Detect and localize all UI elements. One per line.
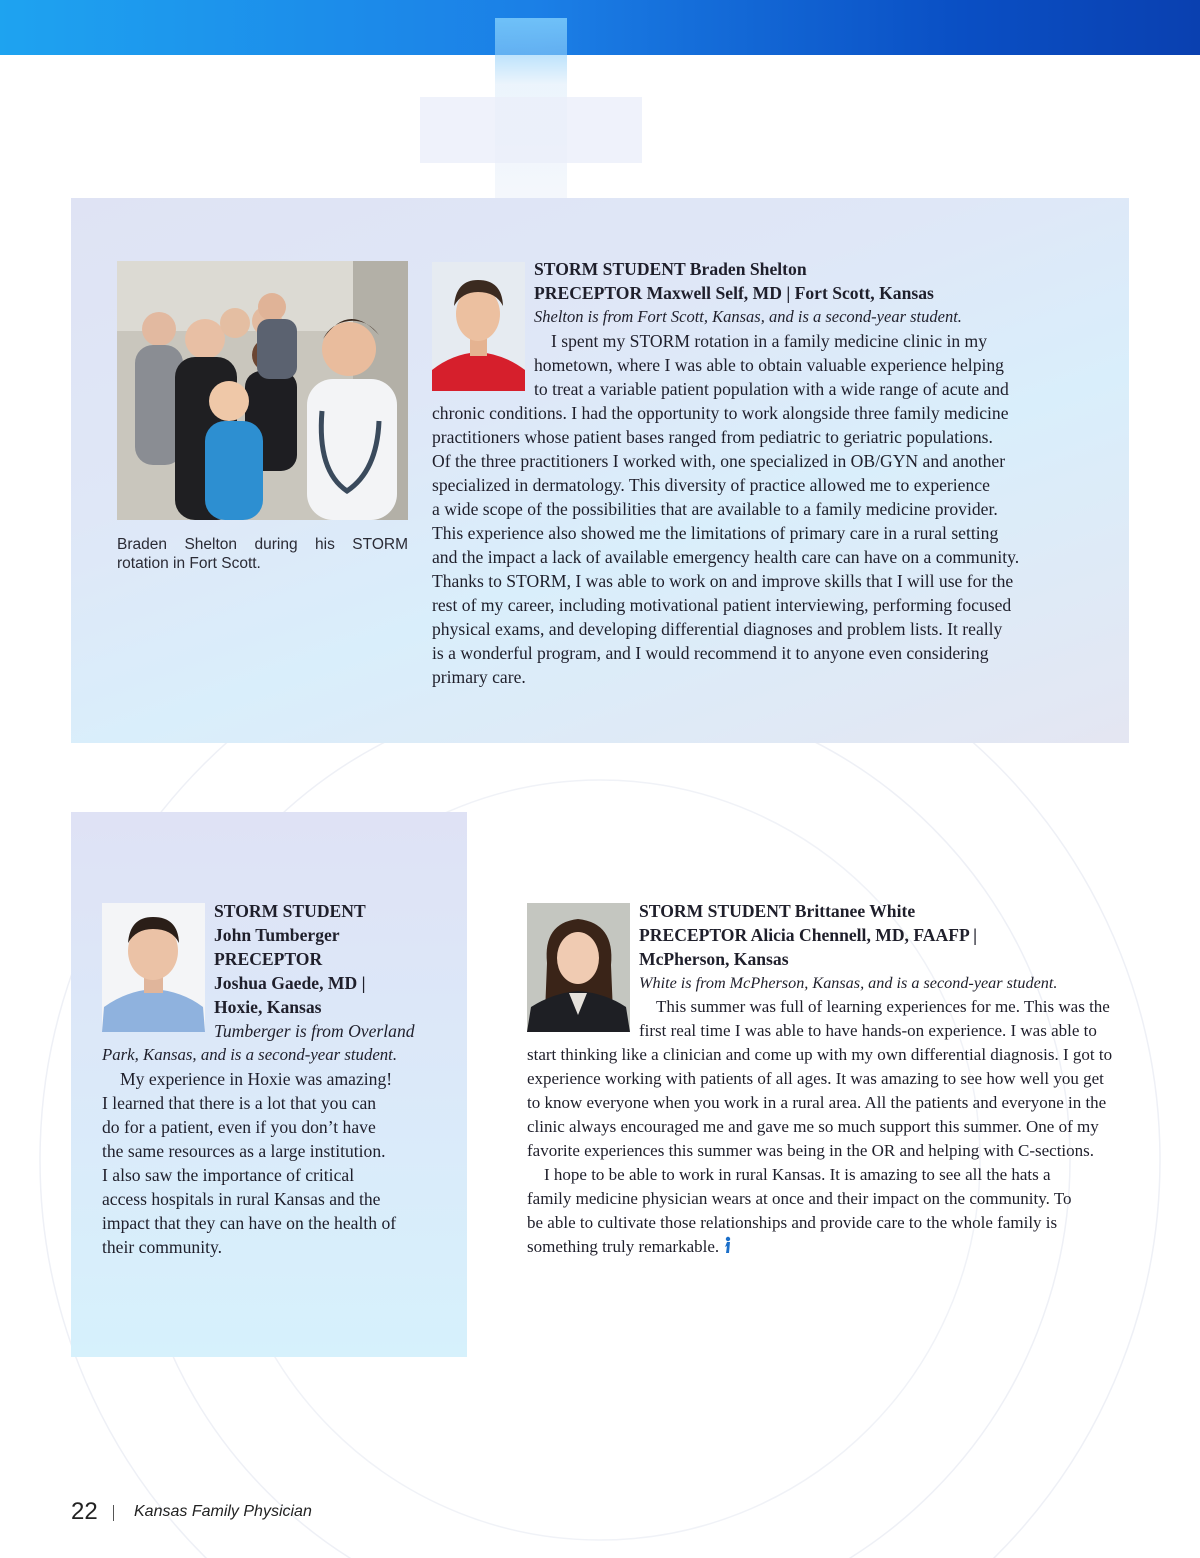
body-line-text: something truly remarkable. <box>527 1237 720 1256</box>
body-line: clinic always encouraged me and gave me so much support this summer. One of my <box>527 1117 1099 1136</box>
heading-line: John Tumberger <box>214 925 340 945</box>
body-line: access hospitals in rural Kansas and the <box>102 1189 381 1209</box>
body-line: to know everyone when you work in a rural area. All the patients and everyone in the <box>527 1093 1107 1112</box>
body-line: and the impact a lack of available emergency health care can have on a community. <box>432 547 1020 567</box>
intro-john-line: Park, Kansas, and is a second-year student. <box>102 1045 398 1064</box>
body-line: Thanks to STORM, I was able to work on and improve skills that I will use for the <box>432 571 1014 591</box>
body-line: is a wonderful program, and I would recommend it to anyone even considering <box>432 643 989 663</box>
photo-caption: Braden Shelton during his STORM rotation in Fort Scott. <box>117 536 408 572</box>
medical-cross-icon-bar <box>420 97 642 163</box>
body-line: start thinking like a clinician and come up with my own differential diagnosis. I got to <box>527 1045 1113 1064</box>
page-number: 22 <box>71 1498 98 1525</box>
body-line: first real time I was able to have hands-on experience. I was able to <box>639 1021 1097 1040</box>
portrait-john-tumberger <box>102 903 205 1032</box>
body-line: I learned that there is a lot that you can <box>102 1093 377 1113</box>
body-line: the same resources as a large institution. <box>102 1141 386 1161</box>
body-line: do for a patient, even if you don’t have <box>102 1117 376 1137</box>
body-line: family medicine physician wears at once and their impact on the community. To <box>527 1189 1072 1208</box>
body-line: hometown, where I was able to obtain valuable experience helping <box>534 355 1004 375</box>
body-line: be able to cultivate those relationships and provide care to the whole family is <box>527 1213 1058 1232</box>
portrait-brittanee-white <box>527 903 630 1032</box>
body-line: I also saw the importance of critical <box>102 1165 355 1185</box>
portrait-braden-shelton <box>432 262 525 391</box>
heading-line: PRECEPTOR Alicia Chennell, MD, FAAFP | <box>639 925 977 945</box>
intro-brittanee: White is from McPherson, Kansas, and is a second-year student. <box>639 974 1058 992</box>
body-line: My experience in Hoxie was amazing! <box>120 1069 393 1089</box>
heading-line: Hoxie, Kansas <box>214 997 322 1017</box>
body-line: Of the three practitioners I worked with, one specialized in OB/GYN and another <box>432 451 1006 471</box>
body-line: rest of my career, including motivational patient interviewing, performing focused <box>432 595 1012 615</box>
heading-line: Joshua Gaede, MD | <box>214 973 366 993</box>
intro-john-line: Tumberger is from Overland <box>214 1021 415 1041</box>
body-line: their community. <box>102 1237 223 1257</box>
body-line-last <box>527 1235 732 1259</box>
body-line: I hope to be able to work in rural Kansas. It is amazing to see all the hats a <box>544 1165 1051 1184</box>
body-line: chronic conditions. I had the opportunity to work alongside three family medicine <box>432 403 1009 423</box>
heading-line: STORM STUDENT <box>214 901 366 921</box>
heading-line: PRECEPTOR <box>214 949 323 969</box>
body-line: I spent my STORM rotation in a family medicine clinic in my <box>551 331 988 351</box>
body-line: physical exams, and developing differential diagnoses and problem lists. It really <box>432 619 1003 639</box>
body-line: impact that they can have on the health of <box>102 1213 397 1233</box>
body-line: specialized in dermatology. This diversity of practice allowed me to experience <box>432 475 990 495</box>
header-color-bar <box>0 0 1200 55</box>
body-line: experience working with patients of all ages. It was amazing to see how well you get <box>527 1069 1104 1088</box>
intro-braden: Shelton is from Fort Scott, Kansas, and is a second-year student. <box>534 307 962 326</box>
body-line: a wide scope of the possibilities that are available to a family medicine provider. <box>432 499 998 519</box>
end-mark-icon <box>722 1236 732 1254</box>
body-line: primary care. <box>432 667 526 687</box>
heading-preceptor-braden: PRECEPTOR Maxwell Self, MD | Fort Scott, Kansas <box>534 283 934 303</box>
heading-line: McPherson, Kansas <box>639 949 789 969</box>
footer-divider <box>113 1505 114 1521</box>
body-line: favorite experiences this summer was being in the OR and helping with C-sections. <box>527 1141 1095 1160</box>
heading-line: STORM STUDENT Brittanee White <box>639 901 916 921</box>
publication-title: Kansas Family Physician <box>134 1503 312 1520</box>
body-line: to treat a variable patient population with a wide range of acute and <box>534 379 1009 399</box>
group-photo <box>117 261 408 520</box>
heading-student-braden: STORM STUDENT Braden Shelton <box>534 259 807 279</box>
body-line: practitioners whose patient bases ranged from pediatric to geriatric populations. <box>432 427 993 447</box>
body-line: This experience also showed me the limitations of primary care in a rural setting <box>432 523 999 543</box>
body-line: This summer was full of learning experiences for me. This was the <box>656 997 1110 1016</box>
